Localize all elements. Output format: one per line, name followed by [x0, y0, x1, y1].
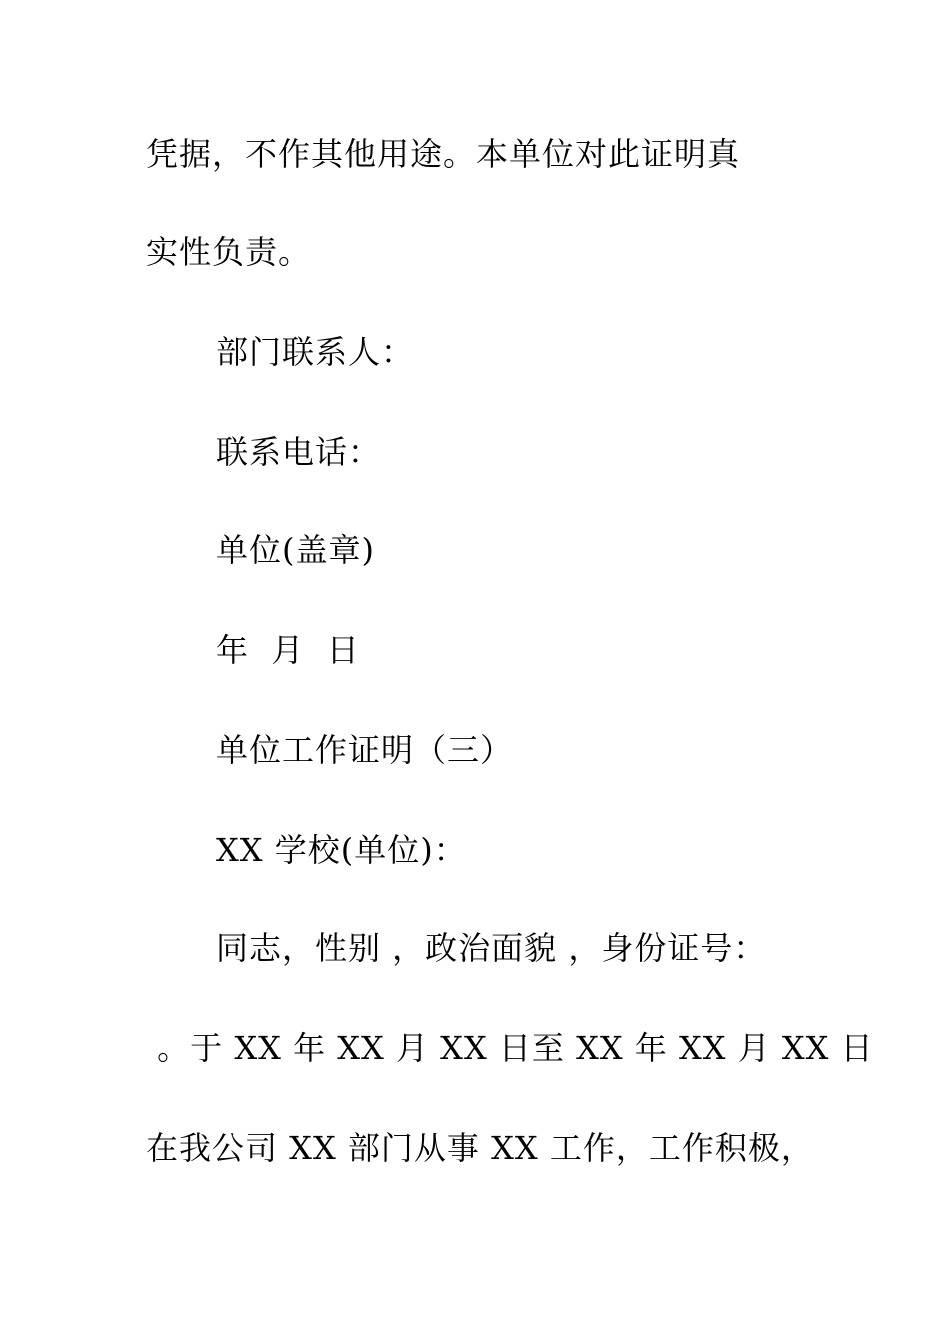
section-title: 单位工作证明（三）	[216, 731, 514, 769]
paragraph-line: 在我公司 XX 部门从事 XX 工作，工作积极，	[146, 1129, 814, 1167]
contact-person-label: 部门联系人：	[216, 333, 415, 371]
date-line: 年 月 日	[216, 631, 360, 669]
contact-phone-label: 联系电话：	[216, 433, 382, 471]
unit-seal-label: 单位(盖章)	[216, 531, 375, 569]
paragraph-line: 实性负责。	[146, 233, 312, 271]
paragraph-line: 凭据，不作其他用途。本单位对此证明真	[146, 135, 741, 173]
addressee: XX 学校(单位)：	[216, 831, 467, 869]
paragraph-line: 同志，性别 ，政治面貌 ，身份证号：	[216, 929, 767, 967]
paragraph-line: 。于 XX 年 XX 月 XX 日至 XX 年 XX 月 XX 日	[146, 1029, 874, 1067]
